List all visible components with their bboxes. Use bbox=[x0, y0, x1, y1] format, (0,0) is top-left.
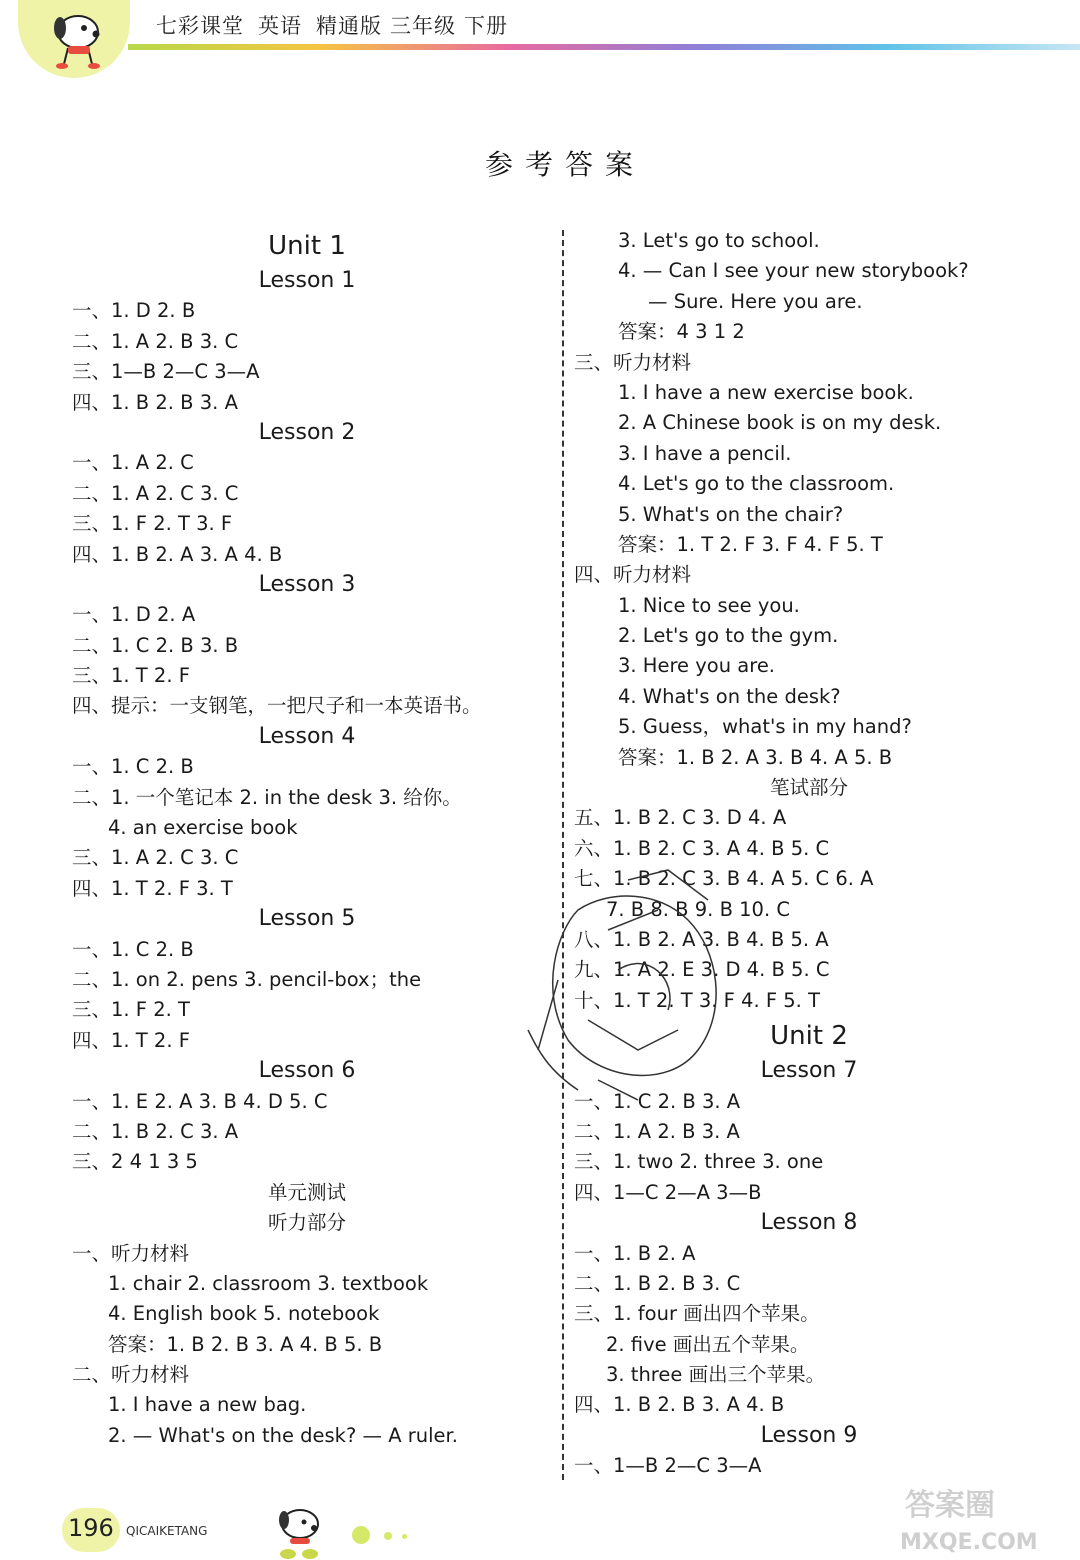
answer-line: — Sure. Here you are. bbox=[648, 289, 863, 313]
sub-heading: 笔试部分 bbox=[769, 776, 848, 800]
unit-heading: Unit 2 bbox=[770, 1021, 848, 1052]
answer-line: 一、1. D 2. B bbox=[72, 299, 196, 323]
volume: 下册 bbox=[464, 14, 508, 38]
rainbow-divider bbox=[128, 44, 1080, 50]
answer-column-left bbox=[72, 226, 542, 1451]
answer-line: 5. Guess，what's in my hand? bbox=[618, 715, 912, 739]
watermark-logo: 答案圈 bbox=[905, 1488, 995, 1523]
page-title: 参考答案 bbox=[484, 148, 645, 181]
answer-line: 一、1. E 2. A 3. B 4. D 5. C bbox=[72, 1089, 328, 1113]
answer-line: 答案：1. B 2. A 3. B 4. A 5. B bbox=[618, 745, 893, 769]
answer-line: 三、1. A 2. C 3. C bbox=[72, 846, 239, 870]
answer-line: 4. Let's go to the classroom. bbox=[618, 472, 895, 496]
answer-line: 一、1. A 2. C bbox=[72, 451, 194, 475]
answer-line: 三、1. four 画出四个苹果。 bbox=[574, 1302, 820, 1326]
lesson-heading: Lesson 4 bbox=[258, 723, 356, 749]
answer-line: 二、1. B 2. B 3. C bbox=[574, 1271, 741, 1295]
answer-line: 一、1. C 2. B bbox=[72, 755, 194, 779]
answer-line: 5. What's on the chair? bbox=[618, 502, 844, 526]
answer-line: 4. an exercise book bbox=[108, 816, 298, 840]
answer-line: 四、1. T 2. F 3. T bbox=[72, 876, 233, 900]
sub-heading: 单元测试 bbox=[267, 1180, 346, 1204]
answer-line: 一、1. C 2. B 3. A bbox=[574, 1089, 741, 1113]
decor-dot bbox=[384, 1532, 392, 1540]
answer-line: 四、1. T 2. F bbox=[72, 1028, 190, 1052]
answer-line: 3. Let's go to school. bbox=[618, 229, 820, 252]
answer-line: 二、1. 一个笔记本 2. in the desk 3. 给你。 bbox=[72, 785, 462, 809]
answer-line: 4. — Can I see your new storybook? bbox=[618, 259, 969, 283]
decor-dot bbox=[352, 1526, 370, 1544]
page-header bbox=[0, 0, 1080, 90]
answer-line: 2. Let's go to the gym. bbox=[618, 624, 839, 648]
answer-line: 一、1. C 2. B bbox=[72, 937, 194, 961]
lesson-heading: Lesson 3 bbox=[258, 571, 356, 597]
watermark-url: MXQE.COM bbox=[900, 1530, 1038, 1555]
lesson-heading: Lesson 6 bbox=[258, 1058, 356, 1084]
answer-line: 六、1. B 2. C 3. A 4. B 5. C bbox=[574, 836, 830, 860]
answer-line: 四、1. B 2. A 3. A 4. B bbox=[72, 542, 283, 566]
answer-line: 3. Here you are. bbox=[618, 654, 776, 678]
decor-dot bbox=[402, 1534, 407, 1539]
grade: 三年级 bbox=[390, 14, 456, 38]
answer-line: 三、听力材料 bbox=[574, 350, 692, 374]
answer-line: 4. What's on the desk? bbox=[618, 684, 841, 708]
answer-line: 7. B 8. B 9. B 10. C bbox=[606, 897, 790, 921]
answer-line: 3. I have a pencil. bbox=[618, 441, 792, 465]
answer-line: 三、2 4 1 3 5 bbox=[72, 1150, 198, 1174]
answer-line: 十、1. T 2. T 3. F 4. F 5. T bbox=[574, 988, 820, 1012]
answer-line: 1. Nice to see you. bbox=[618, 593, 800, 617]
lesson-heading: Lesson 2 bbox=[258, 419, 356, 445]
answer-line: 答案：1. T 2. F 3. F 4. F 5. T bbox=[618, 532, 883, 556]
brand-text: QICAIKETANG bbox=[126, 1524, 208, 1538]
answer-line: 八、1. B 2. A 3. B 4. B 5. A bbox=[574, 927, 829, 951]
answer-line: 七、1. B 2. C 3. B 4. A 5. C 6. A bbox=[574, 867, 874, 891]
answer-line: 二、1. C 2. B 3. B bbox=[72, 633, 239, 657]
answer-line: 1. chair 2. classroom 3. textbook bbox=[108, 1271, 429, 1295]
series-name: 七彩课堂 bbox=[156, 14, 244, 38]
edition: 精通版 bbox=[316, 14, 382, 38]
answer-line: 四、1. B 2. B 3. A 4. B bbox=[574, 1393, 785, 1417]
answer-line: 四、听力材料 bbox=[574, 563, 692, 587]
answer-line: 三、1—B 2—C 3—A bbox=[72, 360, 260, 384]
answer-line: 一、1—B 2—C 3—A bbox=[574, 1454, 762, 1478]
lesson-heading: Lesson 9 bbox=[760, 1422, 858, 1448]
answer-line: 四、1. B 2. B 3. A bbox=[72, 390, 238, 414]
answer-line: 答案：1. B 2. B 3. A 4. B 5. B bbox=[108, 1332, 383, 1356]
answer-line: 三、1. two 2. three 3. one bbox=[574, 1150, 824, 1174]
sub-heading: 听力部分 bbox=[267, 1211, 346, 1235]
answer-line: 三、1. F 2. T 3. F bbox=[72, 512, 233, 536]
answer-line: 九、1. A 2. E 3. D 4. B 5. C bbox=[574, 958, 830, 982]
answer-line: 答案：4 3 1 2 bbox=[618, 320, 745, 344]
answer-line: 1. I have a new exercise book. bbox=[618, 380, 914, 404]
lesson-heading: Lesson 8 bbox=[760, 1210, 858, 1236]
answer-line: 四、1—C 2—A 3—B bbox=[574, 1180, 762, 1204]
book-title bbox=[156, 10, 522, 40]
answer-line: 三、1. F 2. T bbox=[72, 998, 190, 1022]
answer-line: 4. English book 5. notebook bbox=[108, 1302, 380, 1326]
answer-line: 二、1. on 2. pens 3. pencil-box；the bbox=[72, 967, 422, 991]
answer-line: 一、1. B 2. A bbox=[574, 1241, 696, 1265]
answer-line: 二、听力材料 bbox=[72, 1363, 190, 1387]
answer-line: 2. A Chinese book is on my desk. bbox=[618, 411, 942, 435]
answer-line: 四、提示：一支钢笔，一把尺子和一本英语书。 bbox=[72, 694, 482, 718]
answer-line: 二、1. A 2. B 3. A bbox=[574, 1119, 740, 1143]
dog-mascot-icon bbox=[38, 4, 118, 74]
answer-line: 五、1. B 2. C 3. D 4. A bbox=[574, 806, 787, 830]
dog-mascot-icon bbox=[258, 1502, 338, 1560]
answer-line: 二、1. A 2. C 3. C bbox=[72, 481, 239, 505]
handwritten-signature-mark bbox=[518, 850, 758, 1110]
answer-line: 1. I have a new bag. bbox=[108, 1393, 307, 1417]
answer-line: 二、1. B 2. C 3. A bbox=[72, 1119, 239, 1143]
answer-line: 三、1. T 2. F bbox=[72, 664, 190, 688]
subject: 英语 bbox=[258, 14, 302, 38]
answer-line: 一、1. D 2. A bbox=[72, 603, 196, 627]
answer-line: 一、听力材料 bbox=[72, 1241, 190, 1265]
answer-line: 2. five 画出五个苹果。 bbox=[606, 1332, 810, 1356]
lesson-heading: Lesson 5 bbox=[258, 906, 356, 932]
answer-line: 二、1. A 2. B 3. C bbox=[72, 329, 239, 353]
answer-line: 3. three 画出三个苹果。 bbox=[606, 1363, 826, 1387]
lesson-heading: Lesson 1 bbox=[258, 268, 356, 293]
unit-heading: Unit 1 bbox=[268, 231, 346, 261]
answer-line: 2. — What's on the desk? — A ruler. bbox=[108, 1423, 458, 1447]
page-number: 196 bbox=[68, 1514, 114, 1542]
lesson-heading: Lesson 7 bbox=[760, 1058, 858, 1084]
